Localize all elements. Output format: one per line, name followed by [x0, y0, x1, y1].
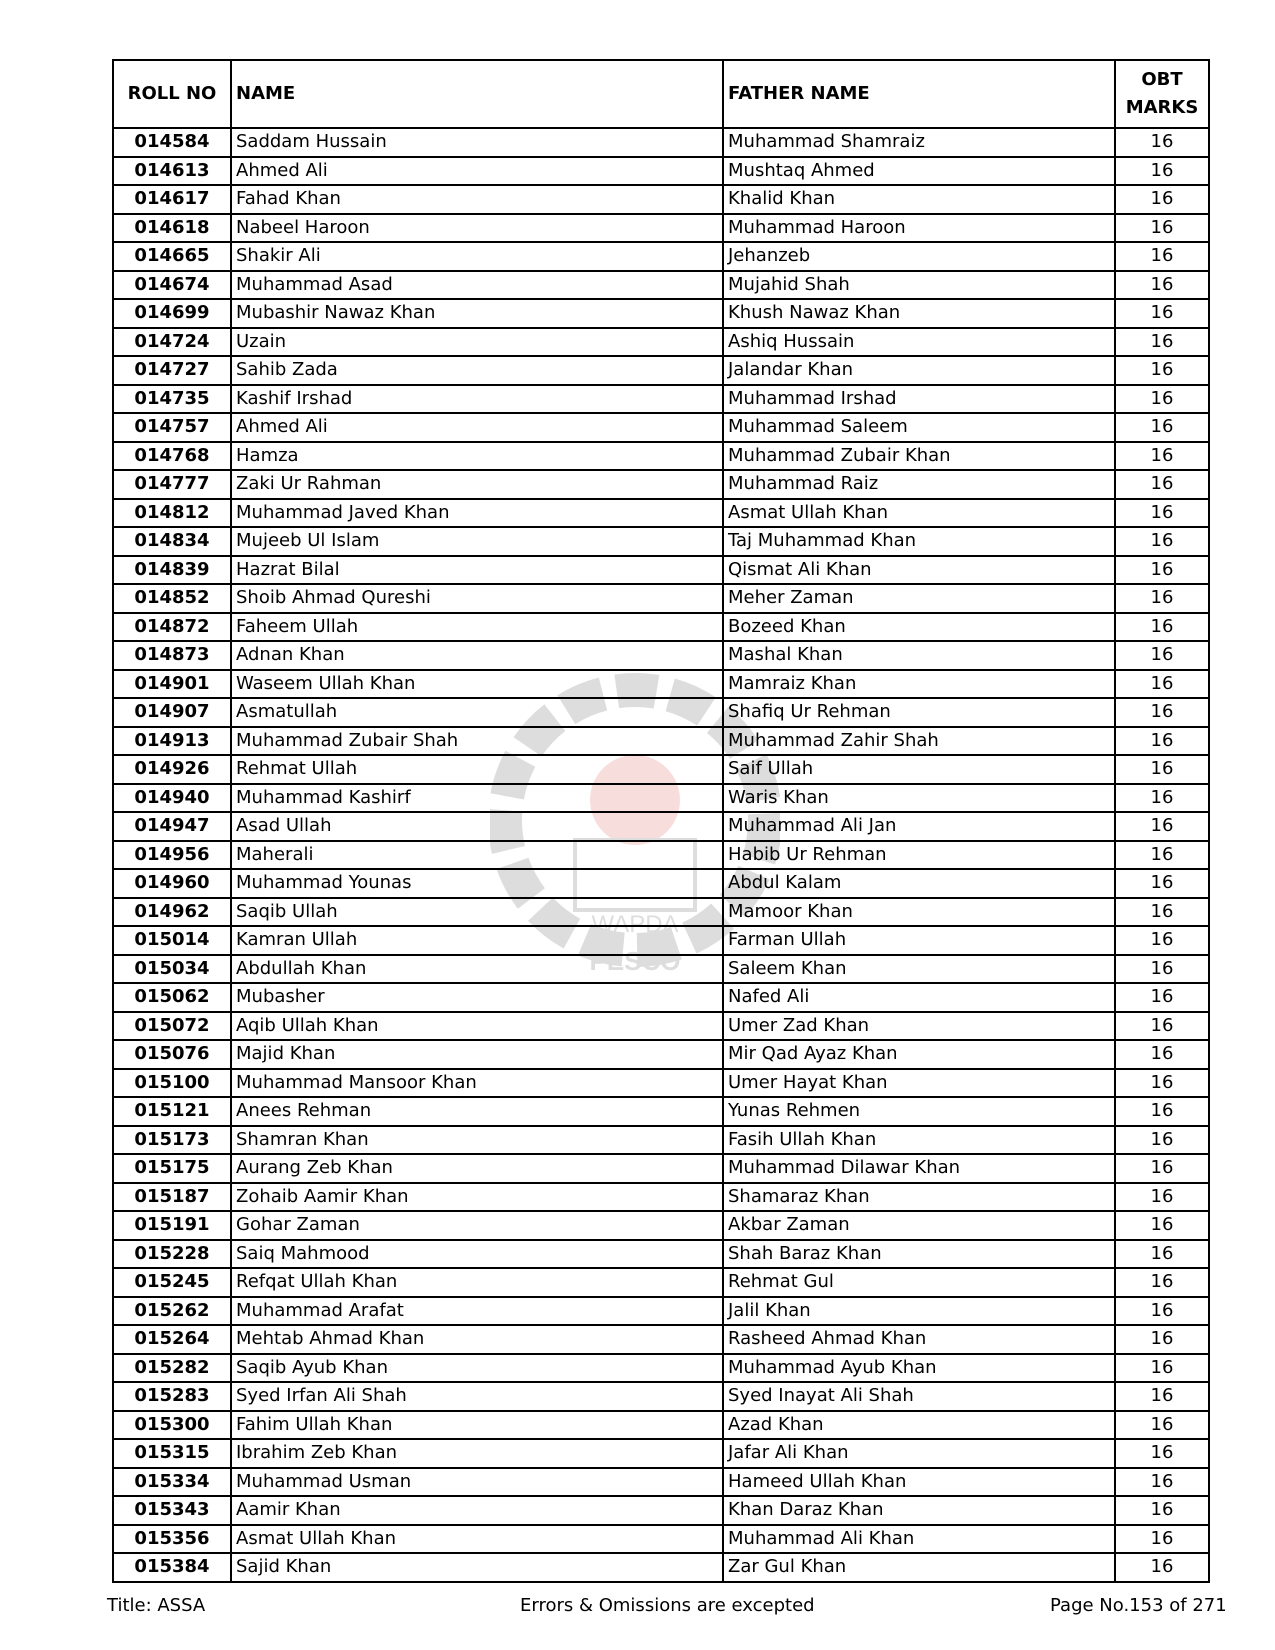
- obt-marks-cell: 16: [1115, 1126, 1209, 1155]
- name-cell: Saqib Ayub Khan: [231, 1354, 723, 1383]
- obt-marks-cell: 16: [1115, 1183, 1209, 1212]
- name-cell: Waseem Ullah Khan: [231, 670, 723, 699]
- father-name-cell: Saleem Khan: [723, 955, 1115, 984]
- obt-marks-cell: 16: [1115, 1069, 1209, 1098]
- father-name-cell: Muhammad Ali Jan: [723, 812, 1115, 841]
- roll-no-cell: 014613: [113, 157, 231, 186]
- father-name-cell: Habib Ur Rehman: [723, 841, 1115, 870]
- table-row: [113, 698, 1209, 727]
- svg-text:WAPDA: WAPDA: [591, 911, 679, 938]
- table-row: [113, 299, 1209, 328]
- roll-no-cell: 014674: [113, 271, 231, 300]
- father-name-cell: Khush Nawaz Khan: [723, 299, 1115, 328]
- name-cell: Hazrat Bilal: [231, 556, 723, 585]
- obt-marks-cell: 16: [1115, 442, 1209, 471]
- father-name-cell: Muhammad Shamraiz: [723, 128, 1115, 157]
- roll-no-cell: 014873: [113, 641, 231, 670]
- father-name-cell: Jafar Ali Khan: [723, 1439, 1115, 1468]
- name-cell: Saddam Hussain: [231, 128, 723, 157]
- table-row: [113, 1382, 1209, 1411]
- table-row: [113, 1240, 1209, 1269]
- obt-marks-cell: 16: [1115, 157, 1209, 186]
- table-row: [113, 727, 1209, 756]
- table-row: [113, 442, 1209, 471]
- father-name-cell: Waris Khan: [723, 784, 1115, 813]
- table-row: [113, 613, 1209, 642]
- name-cell: Mujeeb Ul Islam: [231, 527, 723, 556]
- table-row: [113, 1553, 1209, 1582]
- father-name-cell: Khalid Khan: [723, 185, 1115, 214]
- obt-marks-cell: 16: [1115, 356, 1209, 385]
- table-row: [113, 1297, 1209, 1326]
- footer-title: Title: ASSA: [107, 1595, 206, 1616]
- obt-marks-cell: 16: [1115, 1411, 1209, 1440]
- name-cell: Mehtab Ahmad Khan: [231, 1325, 723, 1354]
- father-name-cell: Azad Khan: [723, 1411, 1115, 1440]
- table-row: [113, 926, 1209, 955]
- roll-no-cell: 015283: [113, 1382, 231, 1411]
- roll-no-cell: 014913: [113, 727, 231, 756]
- father-name-cell: Ashiq Hussain: [723, 328, 1115, 357]
- name-cell: Hamza: [231, 442, 723, 471]
- roll-no-cell: 015076: [113, 1040, 231, 1069]
- roll-no-cell: 015014: [113, 926, 231, 955]
- father-name-cell: Muhammad Raiz: [723, 470, 1115, 499]
- name-cell: Asad Ullah: [231, 812, 723, 841]
- obt-marks-cell: 16: [1115, 1268, 1209, 1297]
- roll-no-cell: 014768: [113, 442, 231, 471]
- name-cell: Nabeel Haroon: [231, 214, 723, 243]
- name-cell: Maherali: [231, 841, 723, 870]
- roll-no-cell: 015187: [113, 1183, 231, 1212]
- marks-label: MARKS: [1125, 97, 1199, 118]
- table-row: [113, 955, 1209, 984]
- table-row: [113, 413, 1209, 442]
- name-cell: Shakir Ali: [231, 242, 723, 271]
- obt-marks-cell: 16: [1115, 1325, 1209, 1354]
- roll-no-cell: 015191: [113, 1211, 231, 1240]
- obt-marks-cell: 16: [1115, 1382, 1209, 1411]
- table-row: [113, 841, 1209, 870]
- name-cell: Muhammad Javed Khan: [231, 499, 723, 528]
- obt-marks-cell: 16: [1115, 584, 1209, 613]
- name-cell: Zohaib Aamir Khan: [231, 1183, 723, 1212]
- obt-marks-cell: 16: [1115, 413, 1209, 442]
- table-row: [113, 214, 1209, 243]
- roll-no-cell: 014956: [113, 841, 231, 870]
- column-header-roll-no: ROLL NO: [113, 60, 231, 128]
- name-cell: Asmat Ullah Khan: [231, 1525, 723, 1554]
- father-name-cell: Muhammad Haroon: [723, 214, 1115, 243]
- obt-marks-cell: 16: [1115, 727, 1209, 756]
- table-row: [113, 271, 1209, 300]
- name-cell: Shamran Khan: [231, 1126, 723, 1155]
- name-cell: Ahmed Ali: [231, 157, 723, 186]
- table-row: [113, 328, 1209, 357]
- father-name-cell: Syed Inayat Ali Shah: [723, 1382, 1115, 1411]
- obt-marks-cell: 16: [1115, 869, 1209, 898]
- roll-no-cell: 015264: [113, 1325, 231, 1354]
- father-name-cell: Akbar Zaman: [723, 1211, 1115, 1240]
- roll-no-cell: 015262: [113, 1297, 231, 1326]
- obt-marks-cell: 16: [1115, 271, 1209, 300]
- name-cell: Aamir Khan: [231, 1496, 723, 1525]
- table-row: [113, 1439, 1209, 1468]
- table-row: [113, 385, 1209, 414]
- roll-no-cell: 015384: [113, 1553, 231, 1582]
- father-name-cell: Nafed Ali: [723, 983, 1115, 1012]
- roll-no-cell: 015173: [113, 1126, 231, 1155]
- father-name-cell: Jalil Khan: [723, 1297, 1115, 1326]
- father-name-cell: Hameed Ullah Khan: [723, 1468, 1115, 1497]
- table-row: [113, 242, 1209, 271]
- table-row: [113, 869, 1209, 898]
- obt-marks-cell: 16: [1115, 1154, 1209, 1183]
- table-row: [113, 1211, 1209, 1240]
- obt-marks-cell: 16: [1115, 1525, 1209, 1554]
- obt-marks-cell: 16: [1115, 1297, 1209, 1326]
- obt-marks-cell: 16: [1115, 242, 1209, 271]
- roll-no-cell: 014947: [113, 812, 231, 841]
- roll-no-cell: 014727: [113, 356, 231, 385]
- obt-marks-cell: 16: [1115, 926, 1209, 955]
- father-name-cell: Muhammad Ayub Khan: [723, 1354, 1115, 1383]
- table-row: [113, 1183, 1209, 1212]
- roll-no-cell: 014777: [113, 470, 231, 499]
- table-row: [113, 1411, 1209, 1440]
- name-cell: Abdullah Khan: [231, 955, 723, 984]
- obt-marks-cell: 16: [1115, 1553, 1209, 1582]
- obt-marks-cell: 16: [1115, 1354, 1209, 1383]
- name-cell: Saiq Mahmood: [231, 1240, 723, 1269]
- roll-no-cell: 014757: [113, 413, 231, 442]
- father-name-cell: Muhammad Saleem: [723, 413, 1115, 442]
- obt-marks-cell: 16: [1115, 755, 1209, 784]
- header-row: [113, 60, 1209, 128]
- roll-no-cell: 015175: [113, 1154, 231, 1183]
- father-name-cell: Muhammad Zahir Shah: [723, 727, 1115, 756]
- svg-text:PESCO: PESCO: [589, 946, 681, 976]
- obt-marks-cell: 16: [1115, 527, 1209, 556]
- father-name-cell: Muhammad Zubair Khan: [723, 442, 1115, 471]
- name-cell: Ahmed Ali: [231, 413, 723, 442]
- roll-no-cell: 015100: [113, 1069, 231, 1098]
- roll-no-cell: 015356: [113, 1525, 231, 1554]
- father-name-cell: Rehmat Gul: [723, 1268, 1115, 1297]
- table-row: [113, 755, 1209, 784]
- column-header-name: NAME: [231, 60, 723, 128]
- table-row: [113, 470, 1209, 499]
- table-row: [113, 556, 1209, 585]
- name-cell: Kamran Ullah: [231, 926, 723, 955]
- father-name-cell: Abdul Kalam: [723, 869, 1115, 898]
- roll-no-cell: 015072: [113, 1012, 231, 1041]
- results-table: [112, 59, 1210, 1583]
- father-name-cell: Mamoor Khan: [723, 898, 1115, 927]
- roll-no-cell: 014724: [113, 328, 231, 357]
- father-name-cell: Saif Ullah: [723, 755, 1115, 784]
- father-name-cell: Asmat Ullah Khan: [723, 499, 1115, 528]
- father-name-cell: Mujahid Shah: [723, 271, 1115, 300]
- obt-marks-cell: 16: [1115, 299, 1209, 328]
- table-row: [113, 527, 1209, 556]
- name-cell: Refqat Ullah Khan: [231, 1268, 723, 1297]
- table-row: [113, 356, 1209, 385]
- table-row: [113, 128, 1209, 157]
- column-header-father-name: FATHER NAME: [723, 60, 1115, 128]
- name-cell: Mubashir Nawaz Khan: [231, 299, 723, 328]
- name-cell: Rehmat Ullah: [231, 755, 723, 784]
- father-name-cell: Muhammad Dilawar Khan: [723, 1154, 1115, 1183]
- roll-no-cell: 015245: [113, 1268, 231, 1297]
- roll-no-cell: 014839: [113, 556, 231, 585]
- roll-no-cell: 015315: [113, 1439, 231, 1468]
- obt-marks-cell: 16: [1115, 1097, 1209, 1126]
- name-cell: Sajid Khan: [231, 1553, 723, 1582]
- obt-marks-cell: 16: [1115, 1496, 1209, 1525]
- father-name-cell: Fasih Ullah Khan: [723, 1126, 1115, 1155]
- name-cell: Aurang Zeb Khan: [231, 1154, 723, 1183]
- obt-marks-cell: 16: [1115, 812, 1209, 841]
- name-cell: Muhammad Mansoor Khan: [231, 1069, 723, 1098]
- father-name-cell: Mir Qad Ayaz Khan: [723, 1040, 1115, 1069]
- father-name-cell: Mashal Khan: [723, 641, 1115, 670]
- obt-marks-cell: 16: [1115, 1439, 1209, 1468]
- table-row: [113, 499, 1209, 528]
- name-cell: Uzain: [231, 328, 723, 357]
- name-cell: Kashif Irshad: [231, 385, 723, 414]
- name-cell: Fahad Khan: [231, 185, 723, 214]
- obt-marks-cell: 16: [1115, 185, 1209, 214]
- father-name-cell: Jalandar Khan: [723, 356, 1115, 385]
- father-name-cell: Muhammad Irshad: [723, 385, 1115, 414]
- obt-marks-cell: 16: [1115, 983, 1209, 1012]
- roll-no-cell: 015334: [113, 1468, 231, 1497]
- table-row: [113, 1496, 1209, 1525]
- roll-no-cell: 014926: [113, 755, 231, 784]
- roll-no-cell: 014584: [113, 128, 231, 157]
- table-row: [113, 983, 1209, 1012]
- table-row: [113, 670, 1209, 699]
- obt-marks-cell: 16: [1115, 955, 1209, 984]
- roll-no-cell: 014960: [113, 869, 231, 898]
- obt-marks-cell: 16: [1115, 470, 1209, 499]
- name-cell: Mubasher: [231, 983, 723, 1012]
- roll-no-cell: 015062: [113, 983, 231, 1012]
- name-cell: Syed Irfan Ali Shah: [231, 1382, 723, 1411]
- table-row: [113, 1097, 1209, 1126]
- name-cell: Muhammad Arafat: [231, 1297, 723, 1326]
- obt-marks-cell: 16: [1115, 1468, 1209, 1497]
- roll-no-cell: 014617: [113, 185, 231, 214]
- father-name-cell: Shamaraz Khan: [723, 1183, 1115, 1212]
- roll-no-cell: 014901: [113, 670, 231, 699]
- father-name-cell: Yunas Rehmen: [723, 1097, 1115, 1126]
- father-name-cell: Qismat Ali Khan: [723, 556, 1115, 585]
- table-row: [113, 1468, 1209, 1497]
- table-row: [113, 1126, 1209, 1155]
- name-cell: Muhammad Asad: [231, 271, 723, 300]
- table-row: [113, 1268, 1209, 1297]
- roll-no-cell: 015343: [113, 1496, 231, 1525]
- obt-marks-cell: 16: [1115, 385, 1209, 414]
- father-name-cell: Mamraiz Khan: [723, 670, 1115, 699]
- name-cell: Ibrahim Zeb Khan: [231, 1439, 723, 1468]
- obt-marks-cell: 16: [1115, 698, 1209, 727]
- roll-no-cell: 014907: [113, 698, 231, 727]
- obt-marks-cell: 16: [1115, 841, 1209, 870]
- father-name-cell: Rasheed Ahmad Khan: [723, 1325, 1115, 1354]
- roll-no-cell: 015228: [113, 1240, 231, 1269]
- name-cell: Majid Khan: [231, 1040, 723, 1069]
- father-name-cell: Umer Hayat Khan: [723, 1069, 1115, 1098]
- roll-no-cell: 014665: [113, 242, 231, 271]
- name-cell: Adnan Khan: [231, 641, 723, 670]
- father-name-cell: Shafiq Ur Rehman: [723, 698, 1115, 727]
- column-header-obt-marks: [1115, 60, 1209, 128]
- father-name-cell: Mushtaq Ahmed: [723, 157, 1115, 186]
- roll-no-cell: 014962: [113, 898, 231, 927]
- roll-no-cell: 014812: [113, 499, 231, 528]
- name-cell: Muhammad Zubair Shah: [231, 727, 723, 756]
- obt-marks-cell: 16: [1115, 1211, 1209, 1240]
- father-name-cell: Bozeed Khan: [723, 613, 1115, 642]
- footer-page-number: Page No.153 of 271: [1050, 1595, 1227, 1616]
- obt-marks-cell: 16: [1115, 556, 1209, 585]
- father-name-cell: Umer Zad Khan: [723, 1012, 1115, 1041]
- name-cell: Faheem Ullah: [231, 613, 723, 642]
- table-row: [113, 1012, 1209, 1041]
- footer-notice: Errors & Omissions are excepted: [520, 1595, 815, 1616]
- obt-marks-cell: 16: [1115, 128, 1209, 157]
- father-name-cell: Khan Daraz Khan: [723, 1496, 1115, 1525]
- name-cell: Muhammad Younas: [231, 869, 723, 898]
- name-cell: Fahim Ullah Khan: [231, 1411, 723, 1440]
- table-row: [113, 584, 1209, 613]
- table-row: [113, 641, 1209, 670]
- name-cell: Sahib Zada: [231, 356, 723, 385]
- obt-marks-cell: 16: [1115, 1040, 1209, 1069]
- name-cell: Zaki Ur Rahman: [231, 470, 723, 499]
- obt-marks-cell: 16: [1115, 214, 1209, 243]
- roll-no-cell: 014735: [113, 385, 231, 414]
- table-row: [113, 1154, 1209, 1183]
- obt-marks-cell: 16: [1115, 641, 1209, 670]
- name-cell: Anees Rehman: [231, 1097, 723, 1126]
- obt-marks-cell: 16: [1115, 613, 1209, 642]
- roll-no-cell: 015121: [113, 1097, 231, 1126]
- roll-no-cell: 014940: [113, 784, 231, 813]
- roll-no-cell: 014834: [113, 527, 231, 556]
- name-cell: Aqib Ullah Khan: [231, 1012, 723, 1041]
- obt-marks-cell: 16: [1115, 670, 1209, 699]
- obt-marks-cell: 16: [1115, 1012, 1209, 1041]
- father-name-cell: Meher Zaman: [723, 584, 1115, 613]
- father-name-cell: Jehanzeb: [723, 242, 1115, 271]
- name-cell: Asmatullah: [231, 698, 723, 727]
- table-row: [113, 1069, 1209, 1098]
- roll-no-cell: 014618: [113, 214, 231, 243]
- name-cell: Shoib Ahmad Qureshi: [231, 584, 723, 613]
- father-name-cell: Zar Gul Khan: [723, 1553, 1115, 1582]
- table-row: [113, 1325, 1209, 1354]
- father-name-cell: Farman Ullah: [723, 926, 1115, 955]
- name-cell: Gohar Zaman: [231, 1211, 723, 1240]
- table-row: [113, 898, 1209, 927]
- table-row: [113, 1525, 1209, 1554]
- obt-marks-cell: 16: [1115, 328, 1209, 357]
- roll-no-cell: 014699: [113, 299, 231, 328]
- father-name-cell: Muhammad Ali Khan: [723, 1525, 1115, 1554]
- name-cell: Muhammad Kashirf: [231, 784, 723, 813]
- roll-no-cell: 015282: [113, 1354, 231, 1383]
- obt-marks-cell: 16: [1115, 784, 1209, 813]
- table-row: [113, 1354, 1209, 1383]
- father-name-cell: Taj Muhammad Khan: [723, 527, 1115, 556]
- obt-marks-cell: 16: [1115, 499, 1209, 528]
- name-cell: Muhammad Usman: [231, 1468, 723, 1497]
- table-row: [113, 812, 1209, 841]
- obt-marks-cell: 16: [1115, 1240, 1209, 1269]
- table-row: [113, 157, 1209, 186]
- obt-label: OBT: [1141, 69, 1183, 90]
- obt-marks-cell: 16: [1115, 898, 1209, 927]
- table-row: [113, 1040, 1209, 1069]
- roll-no-cell: 014872: [113, 613, 231, 642]
- father-name-cell: Shah Baraz Khan: [723, 1240, 1115, 1269]
- roll-no-cell: 015300: [113, 1411, 231, 1440]
- roll-no-cell: 015034: [113, 955, 231, 984]
- name-cell: Saqib Ullah: [231, 898, 723, 927]
- table-row: [113, 784, 1209, 813]
- roll-no-cell: 014852: [113, 584, 231, 613]
- table-row: [113, 185, 1209, 214]
